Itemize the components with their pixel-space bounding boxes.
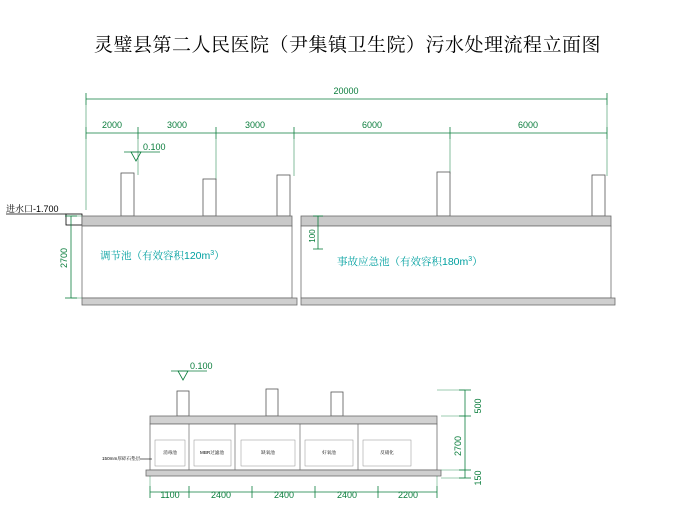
- plan-right-dim-3: 150: [473, 470, 483, 486]
- elevation-marker-top: [124, 142, 166, 161]
- tank-2-body: [301, 216, 615, 305]
- segment-dimension-group: [86, 120, 607, 139]
- plan-view: [102, 361, 483, 500]
- plan-right-dim-2: 2700: [453, 435, 463, 457]
- drawing-title: 灵璧县第二人民医院（尹集镇卫生院）污水处理流程立面图: [93, 35, 601, 56]
- riser-stacks: [121, 172, 605, 216]
- plan-bottom-dim-3: 2400: [273, 490, 295, 500]
- left-height-label: 2700: [59, 247, 69, 269]
- plan-right-dim-1: 500: [473, 398, 483, 414]
- tank-1-body: [82, 216, 297, 305]
- segment-dimension-4: 6000: [361, 120, 383, 130]
- plan-cell-label-2: MBR过滤池: [200, 450, 224, 455]
- elevation-marker-top-label: 0.100: [143, 142, 166, 152]
- segment-dimension-2: 3000: [166, 120, 188, 130]
- plan-bottom-dim-4: 2400: [336, 490, 358, 500]
- segment-dimension-5: 6000: [517, 120, 539, 130]
- plan-pipe-note-group: [102, 455, 152, 462]
- plan-elevation-marker: [171, 361, 213, 380]
- plan-cell-label-3: 缺氧池: [261, 450, 275, 455]
- segment-dimension-3: 3000: [244, 120, 266, 130]
- left-height-dimension: [59, 216, 82, 298]
- plan-bottom-dim-2: 2400: [210, 490, 232, 500]
- plan-right-dimensions: [437, 390, 483, 486]
- segment-dimension-1: 2000: [101, 120, 123, 130]
- plan-bottom-dim-1: 1100: [160, 490, 180, 500]
- plan-bottom-dimensions: [150, 476, 437, 500]
- plan-body: [146, 416, 441, 476]
- plan-riser-stacks: [177, 389, 343, 416]
- elevation-view: [6, 86, 615, 305]
- plan-cell-label-4: 好氧池: [322, 450, 336, 455]
- tank-2-label: 事故应急池（有效容积$180m^3$）: [337, 256, 483, 268]
- overall-dimension-group: [86, 86, 607, 105]
- tank-1-label: 调节池（有效容积$120m^3$）: [100, 250, 225, 262]
- inlet-pipe-label: 进水口-1.700: [6, 204, 59, 214]
- plan-bottom-dim-5: 2200: [397, 490, 419, 500]
- plan-pipe-note: 150mm厚碎石垫层: [102, 456, 141, 461]
- inner-height-label: 100: [308, 229, 317, 243]
- overall-dimension-label: 20000: [333, 86, 359, 96]
- plan-elevation-marker-label: 0.100: [190, 361, 213, 371]
- plan-cell-label-5: 反硝化: [380, 450, 394, 455]
- plan-cell-label-1: 消毒池: [163, 450, 177, 455]
